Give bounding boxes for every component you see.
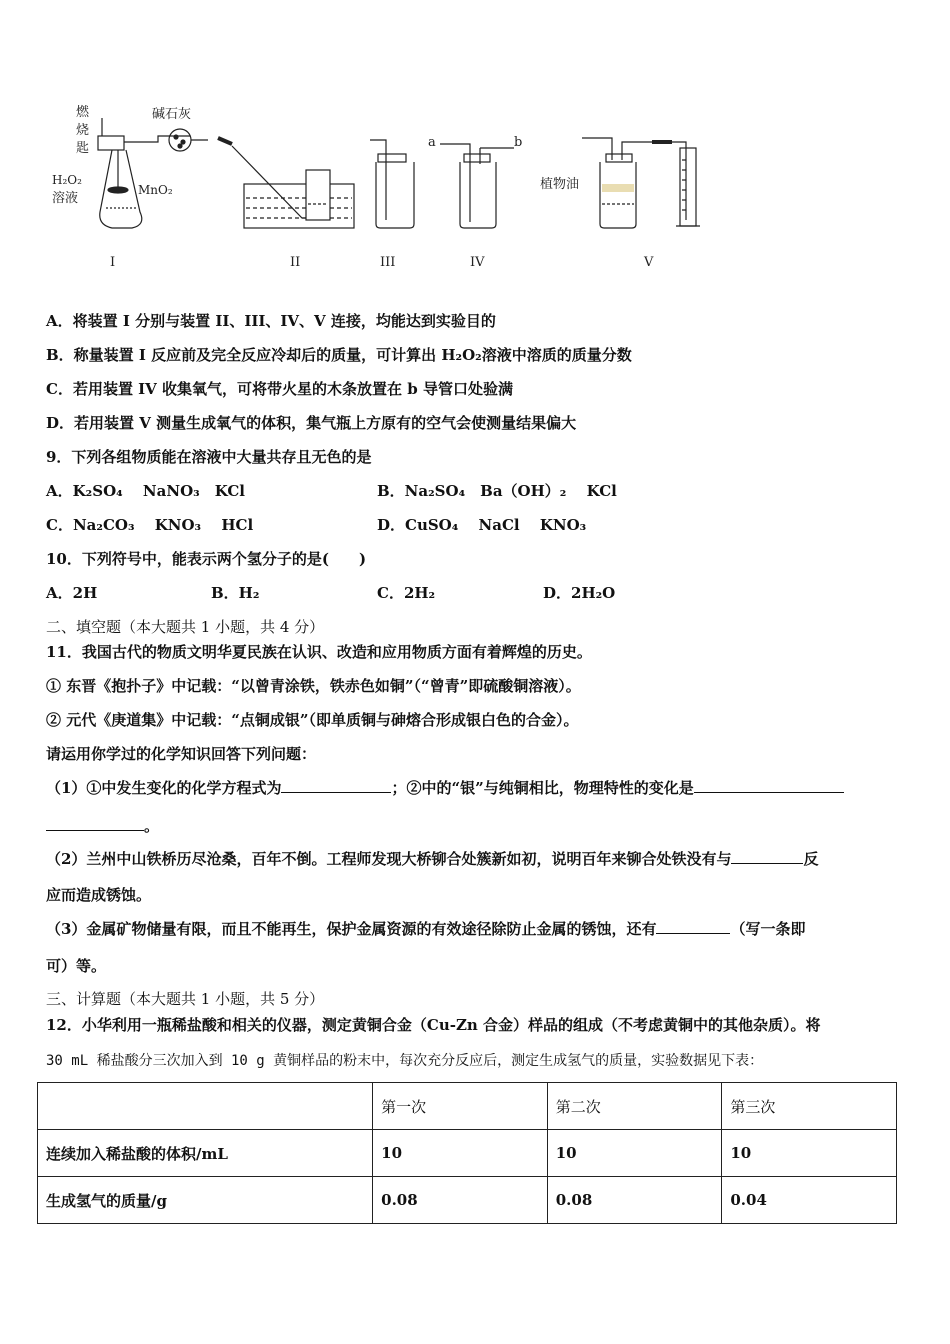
soda-lime-label: 碱石灰 — [152, 107, 192, 122]
table-row — [38, 1177, 897, 1224]
q11-part1-blank-1[interactable] — [281, 778, 391, 793]
table-cell: 10 — [722, 1130, 897, 1177]
table-cell: 10 — [373, 1130, 548, 1177]
apparatus-ii — [218, 138, 354, 228]
q9-option-a: A．K₂SO₄ NaNO₃ KCl — [46, 482, 245, 500]
q10-option-b: B．H₂ — [211, 584, 260, 602]
data-table — [37, 1082, 897, 1224]
veg-oil-label: 植物油 — [540, 177, 580, 192]
q9-option-b: B．Na₂SO₄ Ba（OH）₂ KCl — [377, 482, 617, 500]
table-cell: 0.08 — [373, 1177, 548, 1224]
q11-part1-end: 。 — [144, 817, 160, 835]
q11-part3-text-a: （3）金属矿物储量有限，而且不能再生，保护金属资源的有效途径除防止金属的锈蚀，还有 — [46, 920, 657, 938]
apparatus-iv — [440, 144, 514, 228]
table-header-cell: 第三次 — [722, 1083, 897, 1130]
q11-prompt: 请运用你学过的化学知识回答下列问题： — [46, 745, 317, 763]
h2o2-formula-label: H₂O₂ — [52, 173, 82, 187]
q11-part3-line — [46, 919, 805, 939]
q10-option-a: A．2H — [46, 584, 98, 602]
table-header-cell: 第一次 — [373, 1083, 548, 1130]
q11-part3-line-2: 可）等。 — [46, 957, 107, 975]
q11-part1-line — [46, 778, 844, 798]
port-a-label: a — [428, 135, 436, 150]
table-header-row — [38, 1083, 897, 1130]
q8-option-a: A．将装置 I 分别与装置 II、III、IV、V 连接，均能达到实验目的 — [46, 312, 496, 330]
q11-stem: 11．我国古代的物质文明华夏民族在认识、改造和应用物质方面有着辉煌的历史。 — [46, 643, 592, 661]
q11-part2-line — [46, 849, 818, 869]
table-header-cell: 第二次 — [547, 1083, 722, 1130]
q10-option-d: D．2H₂O — [543, 584, 616, 602]
q11-part1-blank-2[interactable] — [694, 778, 844, 793]
table-row-label: 连续加入稀盐酸的体积/mL — [38, 1130, 373, 1177]
q11-part1-blank-3[interactable] — [46, 816, 144, 831]
spoon-label-2: 烧 — [76, 123, 90, 138]
q11-part2-text-b: 反 — [803, 850, 819, 868]
table-cell: 10 — [547, 1130, 722, 1177]
apparatus-v — [582, 138, 700, 228]
q11-item-2: ② 元代《庚道集》中记载：“点铜成银”（即单质铜与砷熔合形成银白色的合金）。 — [46, 711, 579, 729]
table-cell: 0.08 — [547, 1177, 722, 1224]
q11-part3-blank[interactable] — [656, 919, 730, 934]
q11-part2-text-a: （2）兰州中山铁桥历尽沧桑，百年不倒。工程师发现大桥铆合处簇新如初，说明百年来铆合处铁没有与 — [46, 850, 732, 868]
q12-line-1: 12．小华利用一瓶稀盐酸和相关的仪器，测定黄铜合金（Cu-Zn 合金）样品的组成（不考虑黄铜中的其他杂质）。将 — [46, 1016, 821, 1034]
spoon-label-3: 匙 — [76, 141, 90, 156]
apparatus-figure — [40, 100, 740, 280]
table-row — [38, 1130, 897, 1177]
apparatus-label-v: V — [644, 255, 654, 270]
q10-option-c: C．2H₂ — [377, 584, 436, 602]
section3-heading: 三、计算题（本大题共 1 小题，共 5 分） — [46, 990, 325, 1008]
q11-item-1: ① 东晋《抱扑子》中记载：“以曾青涂铁，铁赤色如铜”（“曾青”即硫酸铜溶液）。 — [46, 677, 581, 695]
apparatus-label-iii: III — [380, 255, 396, 270]
table-cell: 0.04 — [722, 1177, 897, 1224]
q9-option-d: D．CuSO₄ NaCl KNO₃ — [377, 516, 587, 534]
q11-part1-line-2 — [46, 816, 159, 836]
h2o2-solution-label: 溶液 — [52, 191, 79, 206]
q11-part1-text-b: ；②中的“银”与纯铜相比，物理特性的变化是 — [391, 779, 694, 797]
q11-part2-blank[interactable] — [731, 849, 803, 864]
apparatus-label-ii: II — [290, 255, 301, 270]
apparatus-i — [98, 118, 208, 228]
q11-part3-text-b: （写一条即 — [730, 920, 806, 938]
table-header-cell — [38, 1083, 373, 1130]
section2-heading: 二、填空题（本大题共 1 小题，共 4 分） — [46, 618, 325, 636]
mno2-label: MnO₂ — [138, 183, 173, 197]
spoon-label-1: 燃 — [76, 105, 90, 120]
q11-part2-line-2: 应而造成锈蚀。 — [46, 886, 152, 904]
table-row-label: 生成氢气的质量/g — [38, 1177, 373, 1224]
q8-option-c: C．若用装置 IV 收集氧气，可将带火星的木条放置在 b 导管口处验满 — [46, 380, 513, 398]
apparatus-label-i: I — [110, 255, 116, 270]
q9-option-c: C．Na₂CO₃ KNO₃ HCl — [46, 516, 254, 534]
port-b-label: b — [514, 135, 523, 150]
q10-stem: 10．下列符号中，能表示两个氢分子的是( ) — [46, 550, 367, 568]
apparatus-iii — [370, 140, 414, 228]
q11-part1-text-a: （1）①中发生变化的化学方程式为 — [46, 779, 282, 797]
q8-option-d: D．若用装置 V 测量生成氧气的体积，集气瓶上方原有的空气会使测量结果偏大 — [46, 414, 577, 432]
q8-option-b: B．称量装置 I 反应前及完全反应冷却后的质量，可计算出 H₂O₂溶液中溶质的质量分数 — [46, 346, 632, 364]
q9-stem: 9．下列各组物质能在溶液中大量共存且无色的是 — [46, 448, 372, 466]
q12-line-2: 30 mL 稀盐酸分三次加入到 10 g 黄铜样品的粉末中，每次充分反应后，测定生成氢气的质量，实验数据见下表： — [46, 1053, 764, 1069]
apparatus-label-iv: IV — [470, 255, 485, 270]
